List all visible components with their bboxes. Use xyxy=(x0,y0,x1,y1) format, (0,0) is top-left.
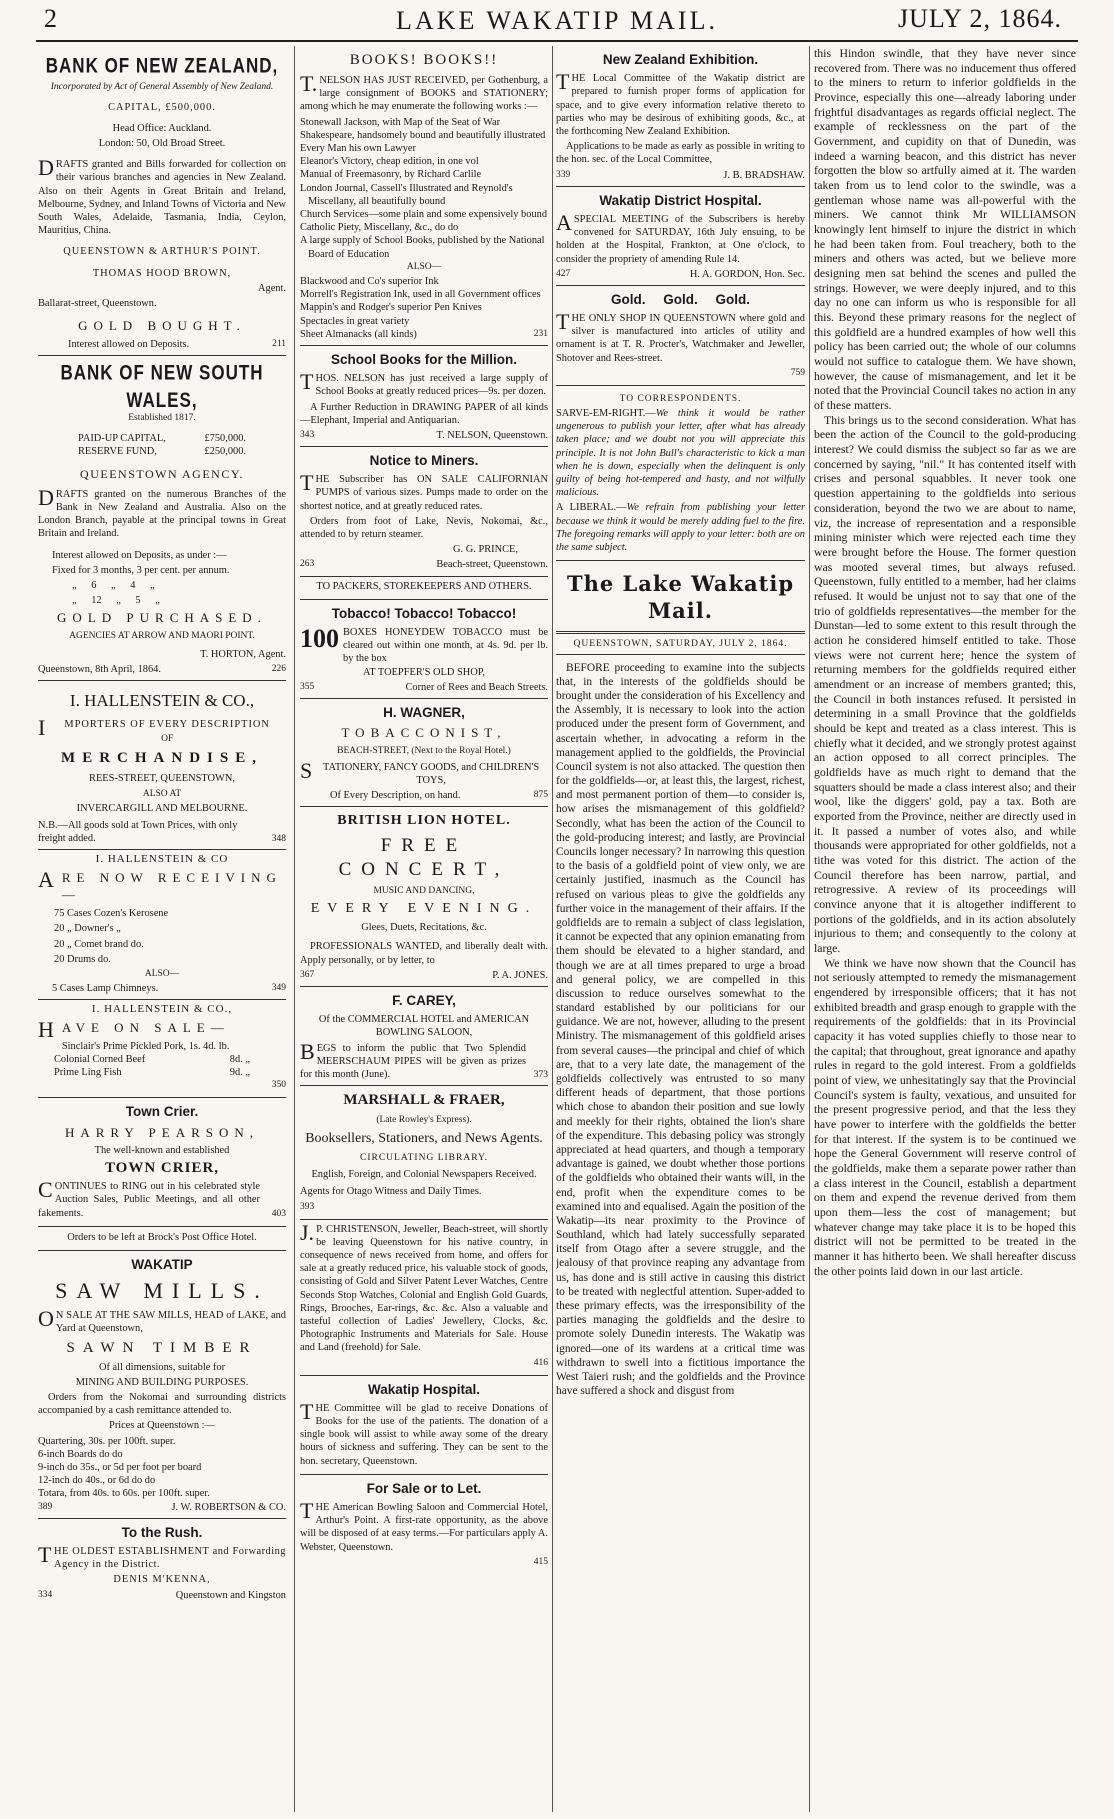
ad-body: T.NELSON HAS JUST RECEIVED, per Gothenburg, a large consignment of BOOKS and STATIONERY; among which he may enumerate the following works :— xyxy=(300,71,548,113)
ad-name: P. A. JONES. xyxy=(492,969,548,981)
ad-hallenstein-sale xyxy=(38,1000,286,1098)
ad-head: New Zealand Exhibition. xyxy=(602,52,759,67)
ad-for-sale xyxy=(300,1475,548,1574)
interest-head: Interest allowed on Deposits, as under :— xyxy=(52,549,227,561)
ad-also: ALSO— xyxy=(144,968,180,979)
rate-row: „ 12 „ 5 „ xyxy=(72,595,160,607)
ad-ref: 211 xyxy=(272,338,286,349)
list-item xyxy=(54,1053,286,1066)
ad-address: Ballarat-street, Queenstown. xyxy=(38,298,157,310)
ad-dateline: Queenstown, 8th April, 1864. xyxy=(38,664,161,676)
list-item: A large supply of School Books, published by the National Board of Education xyxy=(300,235,545,260)
item-price: 9d. „ xyxy=(229,1067,250,1079)
ad-christensen xyxy=(300,1220,548,1376)
editorial-dateline: QUEENSTOWN, SATURDAY, JULY 2, 1864. xyxy=(556,638,805,655)
ad-invercargill: INVERCARGILL AND MELBOURNE. xyxy=(76,802,248,814)
masthead xyxy=(0,0,1114,42)
section-head: TO CORRESPONDENTS. xyxy=(619,393,742,404)
ad-body: DRAFTS granted on the numerous Branches of the Bank in New Zealand and Australia. Also on the London Branch, payable at the principal towns in Great Britain and Ireland. xyxy=(38,484,286,540)
ad-wakatip-saw-mills xyxy=(38,1251,286,1519)
ad-orders: Orders from the Nokomai and surrounding districts accompanied by a cash remittance attended to. xyxy=(38,1392,286,1417)
ad-f-carey xyxy=(300,987,548,1086)
ad-ref: 226 xyxy=(271,664,286,675)
ad-body-2: Orders from foot of Lake, Nevis, Nokomai, &c., attended to by return steamer. xyxy=(300,515,548,541)
paid-up-label: PAID-UP CAPITAL, xyxy=(78,433,166,445)
ad-tobacco xyxy=(300,600,548,699)
price-row: 6-inch Boards do do xyxy=(38,1448,123,1460)
ad-purposes: MINING AND BUILDING PURPOSES. xyxy=(75,1376,249,1388)
ad-to-the-rush xyxy=(38,1519,286,1606)
correspondent-reply: We refrain from publishing your letter because we think it would be merely adding fuel to the fire. The foregoing remarks will apply to your letter: both are on the same subject. xyxy=(556,502,805,554)
ad-ref: 415 xyxy=(533,1556,548,1567)
list-item: Church Services—some plain and some expensively bound xyxy=(300,209,548,221)
ad-hallenstein-receiving xyxy=(38,850,286,1000)
list-item: Spectacles in great variety xyxy=(300,315,410,327)
ad-h-wagner xyxy=(300,699,548,807)
editorial-paragraph: BEFORE proceeding to examine into the subjects that, in the interests of the goldfields should be brought under the consideration of his Excellency and the Assembly, it is necessary to look into the action produced under the present form of Government, and ascertain whether, in advocating a reform in the management applied to the goldfields, the Provincial Council system is not also attacked. The question then for the goldfields—or, at least this, the largest, richest, and most permanent portion of them—to consider is, how arises the mismanagement of this goldfield? Secondly, what has been the action of the Council to the gold-producing interest; and lastly, are Provincial Councils longer necessary? In narrowing this question to the basis of a goldfield point of view only, we are certainly justified, inasmuch as the Council has refused on various pleas to give the goldfields any further voice in the management of their affairs. If the goldfields are to remain a subject of class legislation, it cannot be expected that any opinion emanating from them should be elevated to a higher standard, and though we are at all times prepared to urge a broad and general policy, we are compelled in this discussion to reduce ourselves somewhat to the standard established by our politicians for our guidance. We are not, however, alluding to the present Ministry. The mismanagement of this goldfield arises from several causes—the principal and chief of which are, that to a very late date, the management of the goldfields collectively was entrusted to so many different heads of department, that those portions which chose to abandon their position and sue lowly and meekly for their rights, obtained the lion's share of the expenditure. This debasing policy was strongly appreciated at head quarters, and though a temporary advantage is gained, we doubt whether those portions of the goldfields who obtained their wants will, in the end, profit when the expenditure comes to be examined into and equalised. Again the position of the Wakatip—its near proximity to the Province of Southland, which had lately successfully separated itself from Otago after a severe struggle, and the jealousy of that province reaping any advantage from us, has done and is still active in causing this district to be treated with neglectful attention. Super-added to these primary effects, was the irresponsibility of the parties managing the goldfields and the desire to promote solely Dunedin interests. The Wakatip was ignored—one of its wardens at a critical time was withdrawn to swell into a fictitious importance the West Taieri rush; and the goldfields and the Province have suffered a shock and disgust from xyxy=(556,661,805,1398)
ad-dims: Of all dimensions, suitable for xyxy=(98,1361,226,1373)
ad-head: Wakatip Hospital. xyxy=(367,1381,480,1397)
list-item: Catholic Piety, Miscellany, &c., do do xyxy=(300,222,459,234)
ad-corner: Corner of Rees and Beach Streets. xyxy=(405,681,548,693)
reserve-label: RESERVE FUND, xyxy=(78,446,157,458)
list-item: 75 Cases Cozen's Kerosene xyxy=(54,908,169,920)
ad-body: THE Subscriber has ON SALE CALIFORNIAN PUMPS of various sizes. Pumps made to order on the shortest notice, and at greatly reduced rates. xyxy=(300,470,548,512)
ad-head: MARSHALL & FRAER, xyxy=(343,1092,505,1109)
ad-name: H. A. GORDON, Hon. Sec. xyxy=(689,268,805,280)
list-item: Manual of Freemasonry, by Richard Carlile xyxy=(300,169,482,181)
list-item xyxy=(54,1066,286,1079)
item-price: 8d. „ xyxy=(229,1053,250,1065)
ad-london-office: London: 50, Old Broad Street. xyxy=(98,138,226,150)
ad-place: Queenstown and Kingston xyxy=(175,1589,286,1601)
ad-gold-purchased: GOLD PURCHASED. xyxy=(57,610,267,626)
ad-body: THE American Bowling Saloon and Commercial Hotel, Arthur's Point. A first-rate opportunity, as the above will be disposed of at easy terms.—For particulars apply A. Webster, Queenstown. xyxy=(300,1497,548,1553)
page-number: 2 xyxy=(44,4,57,33)
reserve-value: £250,000. xyxy=(204,446,246,458)
list-item: 20 „ Downer's „ xyxy=(54,923,121,935)
ad-shop: AT TOEPFER'S OLD SHOP, xyxy=(363,666,485,678)
ad-bank-of-new-zealand xyxy=(38,46,286,356)
price-list xyxy=(38,1435,286,1501)
ad-title: BANK OF NEW ZEALAND, xyxy=(45,53,279,78)
ad-every: EVERY EVENING. xyxy=(310,901,538,917)
ad-name: G. G. PRINCE, xyxy=(453,544,518,556)
editorial-continued xyxy=(814,46,1076,1278)
ad-body-2: A Further Reduction in DRAWING PAPER of all kinds—Elephant, Imperial and Antiquarian. xyxy=(300,401,548,426)
ad-wanted: PROFESSIONALS WANTED, and liberally dealt with. Apply personally, or by letter, to xyxy=(300,941,548,966)
column-2 xyxy=(300,46,548,1812)
column-4 xyxy=(814,46,1076,1812)
item-list xyxy=(38,907,286,966)
correspondent-name: SARVE-EM-RIGHT.— xyxy=(556,408,656,419)
ad-ref: 373 xyxy=(533,1070,548,1081)
ad-ref: 350 xyxy=(271,1080,286,1091)
ad-ref: 389 xyxy=(38,1501,53,1512)
ad-head: H. WAGNER, xyxy=(383,705,465,721)
ad-head: BRITISH LION HOTEL. xyxy=(337,813,511,829)
ad-head: School Books for the Million. xyxy=(330,351,517,367)
ad-timber: SAWN TIMBER xyxy=(66,1339,258,1356)
ad-subtitle: The well-known and established xyxy=(94,1145,230,1157)
ad-ref: 427 xyxy=(556,268,571,279)
ad-sale: HAVE ON SALE— xyxy=(38,1017,230,1043)
correspondent-name: A LIBERAL.— xyxy=(556,502,627,514)
list-item: Mappin's and Rodger's superior Pen Knives xyxy=(300,302,482,314)
ad-agency: QUEENSTOWN AGENCY. xyxy=(80,466,244,481)
ad-ref: 393 xyxy=(300,1201,315,1212)
ad-gold-bought: GOLD BOUGHT. xyxy=(78,318,246,334)
price-row: Quartering, 30s. per 100ft. super. xyxy=(38,1435,176,1447)
paid-up-value: £750,000. xyxy=(204,433,246,445)
ad-papers: English, Foreign, and Colonial Newspapers Received. xyxy=(311,1169,537,1181)
ad-library: CIRCULATING LIBRARY. xyxy=(359,1153,489,1164)
ad-subtitle: Incorporated by Act of General Assembly of New Zealand. xyxy=(50,81,274,92)
ad-ref: 403 xyxy=(271,1208,286,1219)
ad-bank-of-new-south-wales xyxy=(38,356,286,681)
ad-body: THOS. NELSON has just received a large supply of School Books at greatly reduced prices—9s. per dozen. xyxy=(300,369,548,398)
ad-name: HARRY PEARSON, xyxy=(64,1124,260,1140)
ad-body: THE Committee will be glad to receive Donations of Books for the use of the patients. The donation of a single book will assist to while away some of the dreary hours of sickness and suffering. They can be sent to the hon. secretary, Queenstown. xyxy=(300,1398,548,1467)
ad-merchandise: MERCHANDISE, xyxy=(61,750,263,767)
ad-name: J. B. BRADSHAW. xyxy=(723,169,805,181)
ad-ref: 231 xyxy=(533,328,548,339)
ad-head: Wakatip District Hospital. xyxy=(599,192,762,208)
ad-body-2: Applications to be made as early as possible in writing to the hon. sec. of the Local Committee, xyxy=(556,141,805,166)
column-rule xyxy=(294,46,295,1812)
ad-body: CONTINUES to RING out in his celebrated style Auction Sales, Public Meetings, and all other fakements. xyxy=(38,1177,260,1219)
ad-head: Tobacco! Tobacco! Tobacco! xyxy=(331,605,517,621)
ad-ref: 367 xyxy=(300,969,315,980)
editorial-paragraph: this Hindon swindle, that they have never since recovered from. There was no inducement thus offered to the miners to return to inferior goldfields in the Province, especially this one—already laboring under frightful disadvantages as regards official neglect. The example of recklessness on the part of the Government, and cupidity on that of Dunedin, was indeed a warning beacon, and this district has never forgotten the blow so artfully aimed at it. The warden taken from us to lend color to the swindle, was a gentleman whose name was all-powerful with the miners. We cannot think Mr WILLIAMSON knowingly lent himself to injure the district in which he had been taken from. Foul treachery, both to the miners and others was acted, but we believe more designing men sat behind the scenes and pulled the strings. However, we were deeply injured, and to this day no one can inform us who is responsible for all this. Beyond these primary reasons for the neglect of this goldfield are a hundred examples of how well this policy has been carried out; the whole of our columns would not suffice to catalogue them. We have shown, however, the cause of mismanagement, and let it be noted that the Provincial Council takes no action in any of these matters. xyxy=(814,46,1076,413)
ad-title: SAW MILLS. xyxy=(55,1278,269,1304)
newspaper-title: LAKE WAKATIP MAIL. xyxy=(396,6,718,35)
ad-head: For Sale or to Let. xyxy=(366,1480,482,1496)
ad-street: BEACH-STREET, (Next to the Royal Hotel.) xyxy=(337,745,511,756)
ad-title: I. HALLENSTEIN & CO., xyxy=(69,691,255,711)
ad-big-number: 100 xyxy=(300,624,339,654)
book-list xyxy=(300,275,548,341)
ad-title: TOWN CRIER, xyxy=(104,1160,220,1177)
ad-ref: 875 xyxy=(533,790,548,801)
correspondents xyxy=(556,386,805,561)
item-name: Sinclair's Prime Pickled Pork, 1s. 4d. lb. xyxy=(61,1040,230,1052)
ad-town-crier xyxy=(38,1098,286,1251)
price-row: 9-inch do 35s., or 5d per foot per board xyxy=(38,1462,202,1474)
ad-address: Beach-street, Queenstown. xyxy=(436,559,548,571)
book-list xyxy=(300,116,548,261)
ad-capital: CAPITAL, £500,000. xyxy=(108,101,216,113)
newspaper-flag: The Lake Wakatip Mail. xyxy=(566,571,795,623)
ad-agent-role: Agent. xyxy=(258,282,286,294)
column-rule xyxy=(809,46,810,1812)
ad-agent-name: THOMAS HOOD BROWN, xyxy=(92,267,232,279)
ad-head: Notice to Miners. xyxy=(369,453,479,469)
ad-ref: 334 xyxy=(38,1589,53,1600)
ad-head: TO PACKERS, STOREKEEPERS AND OTHERS. xyxy=(316,580,532,592)
editorial-paragraph: We think we have now shown that the Council has not seriously attempted to remedy the mismanagement engendered by irresponsible officers; that it has not exhibited breadth and grasp enough to grapple with the requirements of the goldfields: that in its Provincial capacity it has voted supplies chiefly to those near to the capital; that throughout, great ignorance and apathy rules in regard to the gold interest. From a goldfields point of view, we unhesitatingly say that the Provincial Council's system is faulty, vexatious, and unsuited for the present progressive period, and that the less they have power to interfere with the goldfields the better for that interest. If the system is to be continued we hope the General Government will reserve control of the goldfields, make them a separate power rather than a class interest in the Council, establish a department on them and expend the revenue derived from them upon them—less the cost of management; but whatever change may take place it is to be hoped this district will not be permitted to be treated in the manner it has hitherto been. We shall hereafter discuss the other points laid down in our last article. xyxy=(814,955,1076,1278)
ad-concert: FREE CONCERT, xyxy=(338,835,510,881)
ad-notice-to-miners xyxy=(300,447,548,577)
ad-packers xyxy=(300,577,548,600)
ad-also: ALSO AT xyxy=(142,788,182,799)
list-item: 20 „ Comet brand do. xyxy=(54,938,144,950)
ad-body: THE Local Committee of the Wakatip district are prepared to furnish proper forms of application for space, and to give every information relative thereto to parties who may be desirous of exhibiting goods, &c., at the forthcoming New Zealand Exhibition. xyxy=(556,69,805,137)
rate-row: Fixed for 3 months, 3 per cent. per annum. xyxy=(52,564,230,576)
ad-interest: Interest allowed on Deposits. xyxy=(68,338,190,350)
ad-body: BOXES HONEYDEW TOBACCO must be cleared out within one month, at 4s. 9d. per lb. by the box xyxy=(343,627,548,665)
ad-body: THE ONLY SHOP IN QUEENSTOWN where gold and silver is manufactured into articles of utility and ornament is at T. R. Procter's, Watchmaker and Jeweller, Shotover and Rees-street. xyxy=(556,309,805,364)
item-list xyxy=(38,1040,286,1080)
price-row: 12-inch do 40s., or 6d do do xyxy=(38,1475,156,1487)
list-item: Stonewall Jackson, with Map of the Seat of War xyxy=(300,116,501,128)
ad-ref: 416 xyxy=(533,1357,548,1368)
list-item: Eleanor's Victory, cheap edition, in one vol xyxy=(300,156,479,168)
price-row: Totara, from 40s. to 60s. per 100ft. super. xyxy=(38,1488,210,1500)
ad-glees: Glees, Duets, Recitations, &c. xyxy=(361,922,487,934)
editorial-body xyxy=(556,661,805,1399)
ad-body: DRAFTS granted and Bills forwarded for collection on their various branches and agencies in New Zealand. Also on their Agents in Great Britain and Ireland, Melbourne, Sydney, and Inland Towns of Victoria and New South Wales, Adelaide, Tasmania, India, Ceylon, Mauritius, China. xyxy=(38,155,286,237)
ad-agent: T. HORTON, Agent. xyxy=(200,649,286,661)
ad-ref: 349 xyxy=(271,983,286,994)
ad-title: BANK OF NEW SOUTH WALES, xyxy=(60,360,264,412)
ad-ref: 343 xyxy=(300,429,315,440)
ad-title: I. HALLENSTEIN & CO., xyxy=(91,1003,233,1016)
ad-ref: 348 xyxy=(271,834,286,845)
item-name: Colonial Corned Beef xyxy=(54,1053,146,1065)
ad-body: ASPECIAL MEETING of the Subscribers is hereby convened for SATURDAY, 16th July ensuing, to be holden at the Hospital, Frankton, at One o'clock, to consider the propriety of amending Rule 14. xyxy=(556,209,805,265)
list-item: Every Man his own Lawyer xyxy=(300,143,416,155)
column-1 xyxy=(38,46,286,1812)
ad-marshall-fraer xyxy=(300,1086,548,1219)
ad-orders: Orders to be left at Brock's Post Office Hotel. xyxy=(38,1226,286,1244)
ad-receiving: ARE NOW RECEIVING— xyxy=(38,867,282,902)
ad-name: DENIS M'KENNA, xyxy=(113,1574,211,1586)
prices-head: Prices at Queenstown :— xyxy=(109,1420,215,1432)
ad-agencies: AGENCIES AT ARROW AND MAORI POINT. xyxy=(69,630,255,641)
ad-district-hospital xyxy=(556,187,805,286)
ad-line: IMPORTERS OF EVERY DESCRIPTION xyxy=(38,715,270,741)
ad-subtitle: Established 1817. xyxy=(128,413,196,424)
ad-music: MUSIC AND DANCING, xyxy=(373,886,475,897)
list-item: Blackwood and Co's superior Ink xyxy=(300,275,439,287)
ad-agent: J. W. ROBERTSON & CO. xyxy=(171,1501,286,1513)
ad-body: ON SALE AT THE SAW MILLS, HEAD of LAKE, and Yard at Queenstown, xyxy=(38,1306,286,1335)
list-item: 20 Drums do. xyxy=(54,953,111,965)
item-name: Prime Ling Fish xyxy=(54,1067,122,1079)
ad-body: THE OLDEST ESTABLISHMENT and Forwarding Agency in the District. xyxy=(38,1542,286,1571)
column-3 xyxy=(556,46,805,1812)
ad-ref: 339 xyxy=(556,169,571,180)
list-item: 5 Cases Lamp Chimneys. xyxy=(52,983,159,995)
ad-ref: 759 xyxy=(790,367,805,378)
ad-branch: QUEENSTOWN & ARTHUR'S POINT. xyxy=(63,246,261,258)
issue-date: JULY 2, 1864. xyxy=(898,4,1062,33)
ad-body: STATIONERY, FANCY GOODS, and CHILDREN'S TOYS, xyxy=(300,757,540,786)
rate-row: „ 6 „ 4 „ xyxy=(72,580,155,592)
ad-head: WAKATIP xyxy=(131,1257,193,1273)
ad-ref: 355 xyxy=(300,681,315,692)
ad-note: N.B.—All goods sold at Town Prices, with only freight added. xyxy=(38,819,238,844)
ad-nz-exhibition xyxy=(556,46,805,187)
masthead-rule xyxy=(36,40,1078,42)
ad-head: Town Crier. xyxy=(125,1104,199,1120)
ad-agents: Agents for Otago Witness and Daily Times. xyxy=(300,1186,482,1198)
list-item: Morrell's Registration Ink, used in all Government offices xyxy=(300,289,541,301)
ad-head-office: Head Office: Auckland. xyxy=(112,122,212,134)
ad-british-lion-hotel xyxy=(300,807,548,987)
correspondent-reply: We think it would be rather ungenerous to publish your letter, after what has already taken place; and we doubt not you will appreciate this principle. It is not John Bull's characteristic to kick a man when he is down, especially when the delinquent is only guilty of being hot-tempered and hasty, and not wilfully malicious. xyxy=(556,408,805,499)
ad-body: J.P. CHRISTENSON, Jeweller, Beach-street, will shortly be leaving Queenstown for his native country, in consequence of news received from home, and offers for sale at a greatly reduced price, his valuable stock of goods, consisting of Gold and Silver Patent Lever Watches, Centre Seconds Stop Watches, Colonial and English Gold Guards, Rings, Brooches, Ear-rings, &c. &c. Also a valuable and tasteful collection of Ladies' Jewellery, Clocks, &c. Photographic Instruments and Materials for Sale. House and Land (freehold) for Sale. xyxy=(300,1219,548,1354)
ad-trade: TOBACCONIST, xyxy=(341,725,507,741)
ad-body: BEGS to inform the public that Two Splendid MEERSCHAUM PIPES will be given as prizes for this month (June). xyxy=(300,1038,526,1080)
column-rule xyxy=(552,46,553,1812)
ad-school-books xyxy=(300,346,548,447)
ad-desc: Of Every Description, on hand. xyxy=(330,790,461,802)
editorial-flag xyxy=(556,571,805,633)
ad-subtitle: (Late Rowley's Express). xyxy=(376,1115,472,1126)
ad-street: REES-STREET, QUEENSTOWN, xyxy=(89,773,235,785)
ad-head: To the Rush. xyxy=(121,1524,203,1540)
list-item: London Journal, Cassell's Illustrated and Reynold's Miscellany, all beautifully bound xyxy=(300,182,513,207)
editorial-paragraph: This brings us to the second consideration. What has been the action of the Council to the gold-producing interest? We could dismiss the subject so far as we are concerned by saying, "nil." It has contented itself with crises and personal squabbles. It never took one question appertaining to the goldfields into serious consideration, beyond the two we are about to name, viz, the increase of representation and a responsible mining minister which were rejected each time they were brought before the House. The former question was mooted several times, but always refused. Queenstown, fully entitled to a member, had her claims refused. It would be unjust not to say that one of the trio of goldfields representatives—the member for the Dunstan—led to some extent to this result through the action he considered himself entitled to take. Those views were not current here; hence the system of returning members for the goldfields required either amendment or an increase of members granted; this, the Council in both instances refused. It persisted in determining in a small Province that the goldfields should be kept and treated as a class interest. This is chiefly what it decided, and we strongly protest against an action opposed to all correct principles. The goldfields have as much right to demand that the squatters should be made a class interest also; and their wool, like the diggers' gold, pay a tax. Both are exported from the Province, neither are directly used in it. It passed a number of votes also, and while thousands were appropriated for other goldfields, not a tithe was voted for this district. The action of the Council therefore has been narrow, partial, and retrogressive. A review of its proceedings will convince anyone that it is altogether indifferent to portions of the goldfields, and in its action absolutely injurious to them; and consequently to the colony at large. xyxy=(814,412,1076,955)
ad-of: OF xyxy=(161,734,174,745)
ad-ref: 263 xyxy=(300,559,315,570)
ad-trade: Booksellers, Stationers, and News Agents. xyxy=(305,1131,543,1147)
ad-agent: T. NELSON, Queenstown. xyxy=(436,429,548,441)
ad-gold-shop xyxy=(556,286,805,386)
ad-also: ALSO— xyxy=(406,261,442,272)
ad-head: Gold. Gold. Gold. xyxy=(611,291,750,307)
ad-title: I. HALLENSTEIN & CO xyxy=(95,853,229,866)
list-item: Shakespeare, handsomely bound and beautifully illustrated xyxy=(300,129,546,141)
ad-wakatip-hospital xyxy=(300,1376,548,1475)
list-item: Sheet Almanacks (all kinds) xyxy=(300,328,417,340)
ad-head: F. CAREY, xyxy=(392,993,456,1009)
list-item xyxy=(62,1040,286,1053)
ad-hallenstein-importers xyxy=(38,681,286,850)
ad-books xyxy=(300,46,548,346)
ad-subtitle: Of the COMMERCIAL HOTEL and AMERICAN BOWLING SALOON, xyxy=(318,1014,530,1039)
ad-head: BOOKS! BOOKS!! xyxy=(349,52,499,68)
